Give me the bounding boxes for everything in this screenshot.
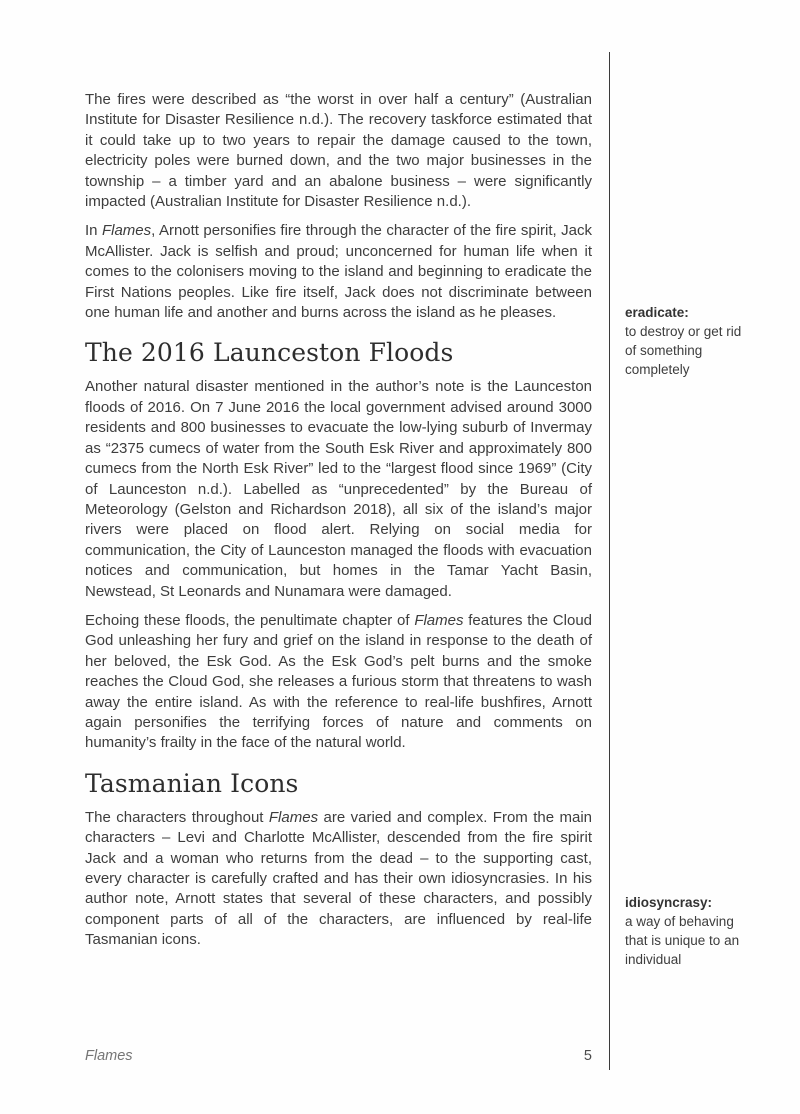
margin-note-term: idiosyncrasy: [625,895,713,910]
page-footer [85,1048,592,1064]
margin-note-term: eradicate: [625,305,689,320]
book-title-italic: Flames [101,222,152,240]
book-title-italic: Flames [414,611,464,629]
footer-book-title: Flames [85,1048,133,1064]
section-heading: The 2016 Launceston Floods [85,338,454,368]
section-heading: Tasmanian Icons [85,768,299,798]
body-paragraph: The characters throughout Flames are varied and complex. From the main characters – Levi and Charlotte McAllister, descended from the fire spirit Jack and a woman who returns from the dead – to the supporting cast, every character is carefully crafted and has their own idiosyncrasies. In his author note, Arnott states that several of these characters, and possibly component parts of all of the characters, are influenced by real-life Tasmanian icons. [85,808,592,949]
body-paragraph: Echoing these floods, the penultimate chapter of Flames features the Cloud God unleashing her fury and grief on the island in response to the death of her beloved, the Esk God. As the Esk God’s pelt burns and the smoke reaches the Cloud God, she releases a furious storm that threatens to wash away the entire island. As with the reference to real-life bushfires, Arnott again personifies the terrifying forces of nature and comments on humanity’s frailty in the face of the natural world. [85,611,592,752]
body-paragraph: The fires were described as “the worst in over half a century” (Australian Institute for Disaster Resilience n.d.). The recovery taskforce estimated that it could take up to two years to repair the damage caused to the town, electricity poles were burned down, and the two major businesses in the township – a timber yard and an abalone business – were significantly impacted (Australian Institute for Disaster Resilience n.d.). [85,91,592,211]
main-column [85,90,592,960]
margin-note-definition: a way of behaving that is unique to an individual [625,914,740,967]
margin-note-eradicate [625,303,747,379]
body-paragraph: In Flames, Arnott personifies fire through the character of the fire spirit, Jack McAllister. Jack is selfish and proud; unconcerned for human life when it comes to the colonisers moving to the island and beginning to eradicate the First Nations peoples. Like fire itself, Jack does not discriminate between one human life and another and burns across the island as he pleases. [85,222,592,322]
margin-note-definition: to destroy or get rid of something completely [625,324,742,377]
vertical-divider [609,52,610,1070]
body-paragraph: Another natural disaster mentioned in the author’s note is the Launceston floods of 2016. On 7 June 2016 the local government advised around 3000 residents and 800 businesses to evacuate the low-lying suburb of Invermay as “2375 cumecs of water from the South Esk River and approximately 800 cumecs from the North Esk River” led to the “largest flood since 1969” (City of Launceston n.d.). Labelled as “unprecedented” by the Bureau of Meteorology (Gelston and Richardson 2018), all six of the island’s major rivers were placed on flood alert. Relying on social media for communication, the City of Launceston managed the floods with evacuation notices and communication, but homes in the Tamar Yacht Basin, Newstead, St Leonards and Nunamara were damaged. [85,378,592,600]
book-title-italic: Flames [268,808,319,826]
margin-note-idiosyncrasy [625,893,747,969]
footer-page-number: 5 [583,1048,592,1064]
